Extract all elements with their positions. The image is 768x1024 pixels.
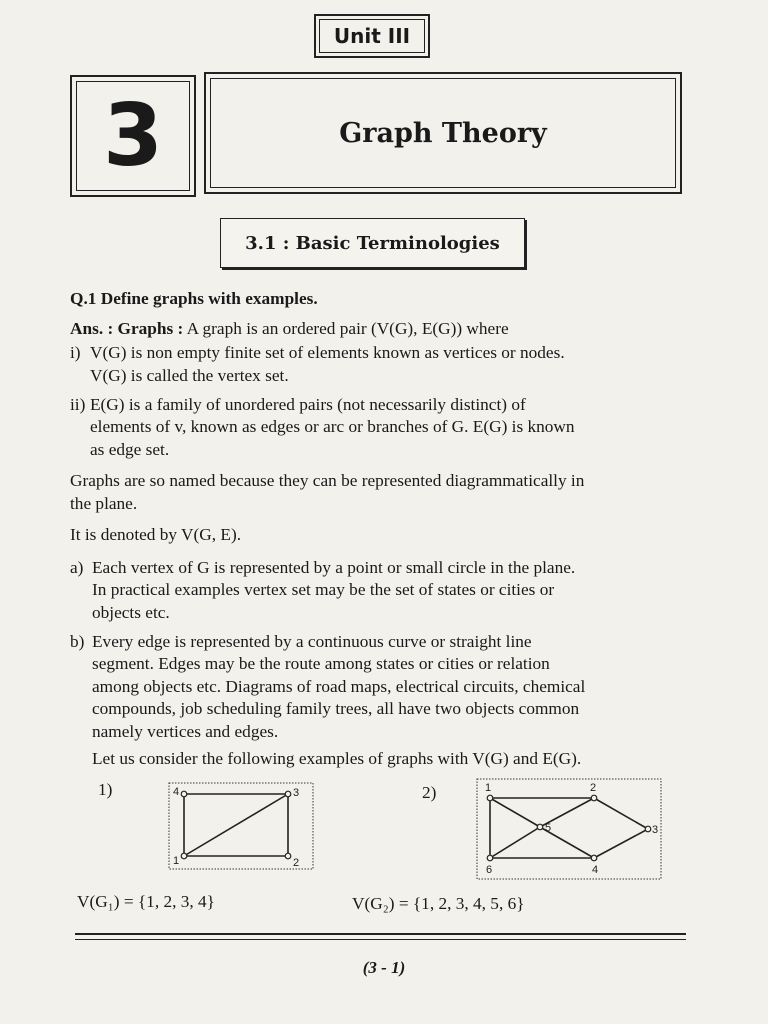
item-b-line-1: Every edge is represented by a continuous curve or straight line bbox=[92, 632, 532, 651]
list-marker-ii: ii) bbox=[70, 395, 86, 414]
graph-1-vertex-label: 2 bbox=[293, 857, 300, 869]
item-i-line-1: V(G) is non empty finite set of elements known as vertices or nodes. bbox=[90, 343, 565, 362]
graph-2-edge bbox=[490, 798, 540, 827]
item-b-line-5: namely vertices and edges. bbox=[92, 722, 279, 741]
item-b-line-4: compounds, job scheduling family trees, all have two objects common bbox=[92, 699, 580, 718]
graph-1-vertex-label: 4 bbox=[173, 786, 180, 798]
list-marker-a: a) bbox=[70, 558, 84, 577]
graph-2-vertex bbox=[537, 824, 543, 830]
graph-2-vertex bbox=[591, 855, 597, 861]
graph-1-edge bbox=[184, 794, 288, 856]
graph-2-vertex-label: 2 bbox=[590, 782, 597, 794]
item-ii-line-1: E(G) is a family of unordered pairs (not necessarily distinct) of bbox=[90, 395, 526, 414]
answer-label: Ans. : Graphs : bbox=[70, 319, 184, 338]
chapter-number: 3 bbox=[76, 81, 190, 191]
example-1-label: 1) bbox=[98, 780, 113, 799]
footer-rule-thin bbox=[75, 939, 686, 940]
section-heading: 3.1 : Basic Terminologies bbox=[220, 218, 525, 268]
graph-1-vertex bbox=[285, 791, 291, 797]
graph-2-vertex bbox=[591, 795, 597, 801]
vertex-set-g2: V(G₂) = {1, 2, 3, 4, 5, 6} bbox=[352, 894, 525, 913]
graph-2-edge bbox=[490, 827, 540, 858]
item-a-line-3: objects etc. bbox=[92, 603, 170, 622]
graph-2-vertex-label: 3 bbox=[652, 824, 659, 836]
graph-2-edge bbox=[594, 798, 648, 829]
paragraph-1-line-2: the plane. bbox=[70, 494, 138, 513]
chapter-number-box bbox=[70, 75, 196, 197]
graph-2-vertex bbox=[487, 855, 493, 861]
example-2-label: 2) bbox=[422, 783, 437, 802]
graph-1-vertex bbox=[285, 853, 291, 859]
footer-rule-thick bbox=[75, 933, 686, 935]
page-number: (3 - 1) bbox=[362, 958, 406, 977]
item-i-line-2: V(G) is called the vertex set. bbox=[90, 366, 289, 385]
item-a-line-2: In practical examples vertex set may be the set of states or cities or bbox=[92, 580, 555, 599]
vertex-set-g1: V(G₁) = {1, 2, 3, 4} bbox=[77, 892, 215, 911]
item-ii-line-3: as edge set. bbox=[90, 440, 170, 459]
graph-2-edge bbox=[594, 829, 648, 858]
graph-2-vertex-label: 1 bbox=[485, 782, 492, 794]
chapter-title: Graph Theory bbox=[210, 78, 676, 188]
graph-2-vertex-label: 5 bbox=[545, 822, 552, 834]
item-a-line-1: Each vertex of G is represented by a point or small circle in the plane. bbox=[92, 558, 576, 577]
graph-1-vertex-label: 1 bbox=[173, 855, 180, 867]
paragraph-2: It is denoted by V(G, E). bbox=[70, 525, 242, 544]
item-b-line-6: Let us consider the following examples of graphs with V(G) and E(G). bbox=[92, 749, 582, 768]
unit-label: Unit III bbox=[319, 19, 425, 53]
item-b-line-3: among objects etc. Diagrams of road maps, electrical circuits, chemical bbox=[92, 677, 586, 696]
graph-1-vertex bbox=[181, 791, 187, 797]
graph-2-frame bbox=[477, 779, 661, 879]
item-b-line-2: segment. Edges may be the route among states or cities or relation bbox=[92, 654, 550, 673]
chapter-title-box bbox=[204, 72, 682, 194]
unit-label-box bbox=[314, 14, 430, 58]
paragraph-1-line-1: Graphs are so named because they can be represented diagrammatically in bbox=[70, 471, 585, 490]
graph-1-vertex bbox=[181, 853, 187, 859]
question-heading: Q.1 Define graphs with examples. bbox=[70, 289, 318, 308]
graph-1-figure bbox=[168, 782, 314, 870]
answer-text: A graph is an ordered pair (V(G), E(G)) where bbox=[183, 319, 509, 338]
graph-2-vertex-label: 4 bbox=[592, 864, 599, 876]
answer-line bbox=[70, 317, 509, 340]
list-marker-b: b) bbox=[70, 632, 85, 651]
graph-2-vertex bbox=[645, 826, 651, 832]
graph-2-vertex bbox=[487, 795, 493, 801]
graph-2-figure bbox=[476, 778, 662, 880]
item-ii-line-2: elements of v, known as edges or arc or branches of G. E(G) is known bbox=[90, 417, 575, 436]
graph-1-vertex-label: 3 bbox=[293, 787, 300, 799]
graph-2-vertex-label: 6 bbox=[486, 864, 493, 876]
list-marker-i: i) bbox=[70, 343, 81, 362]
